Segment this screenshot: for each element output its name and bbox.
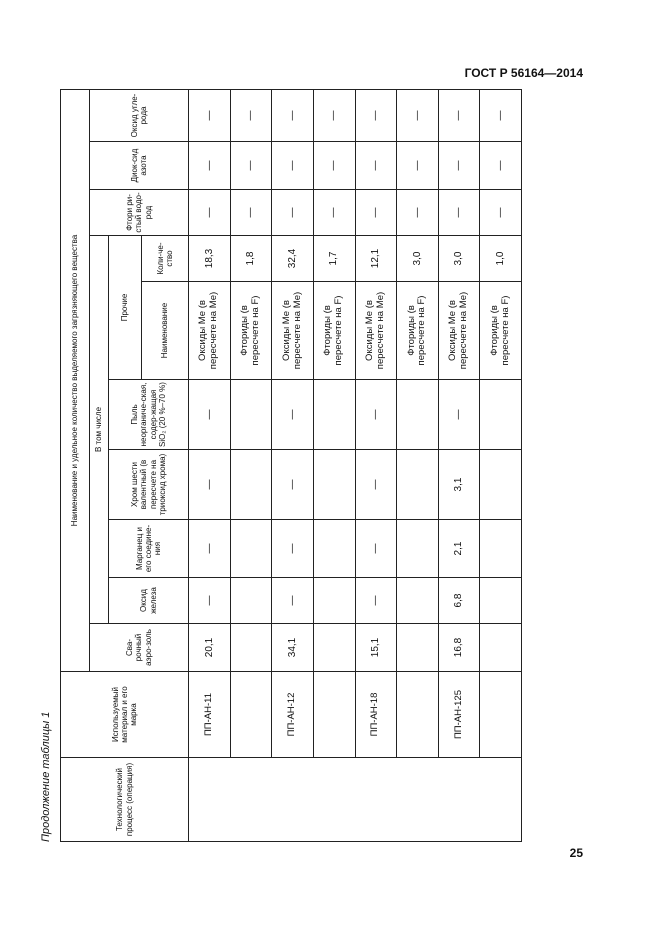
- no2-cell: —: [272, 142, 314, 190]
- mn-cell: —: [272, 520, 314, 578]
- other-qty-cell: 1,8: [230, 236, 272, 282]
- iron-cell: [313, 578, 355, 624]
- header-material: Используемый материал и его марка: [61, 672, 189, 758]
- hf-cell: —: [313, 190, 355, 236]
- dust-cell: [480, 380, 522, 450]
- header-other: Прочие: [109, 236, 142, 380]
- iron-cell: [230, 578, 272, 624]
- mn-cell: 2,1: [438, 520, 480, 578]
- hf-cell: —: [230, 190, 272, 236]
- header-aerosol: Сва-рочный аэро-золь: [90, 624, 189, 672]
- no2-cell: —: [355, 142, 397, 190]
- table-row: [313, 89, 355, 841]
- other-name-cell: Фториды (в пересчете на F): [397, 282, 439, 380]
- header-hf: Фтори ри-стый водо-род: [90, 190, 189, 236]
- header-chromium: Хром шести валентный (в пересчете на триоксид хрома): [109, 450, 189, 520]
- hf-cell: —: [397, 190, 439, 236]
- cr-cell: —: [272, 450, 314, 520]
- mn-cell: [397, 520, 439, 578]
- aerosol-cell: 20,1: [189, 624, 231, 672]
- co-cell: —: [397, 89, 439, 141]
- co-cell: —: [189, 89, 231, 141]
- co-cell: —: [438, 89, 480, 141]
- header-pollutants-group: Наименование и удельное количество выделяемого загрязняющего вещества: [61, 89, 90, 671]
- other-qty-cell: 1,0: [480, 236, 522, 282]
- emissions-table: [60, 89, 522, 842]
- material-cell: [313, 672, 355, 758]
- mn-cell: —: [189, 520, 231, 578]
- aerosol-cell: [480, 624, 522, 672]
- dust-cell: [397, 380, 439, 450]
- no2-cell: —: [480, 142, 522, 190]
- iron-cell: —: [189, 578, 231, 624]
- page-number: 25: [569, 846, 583, 860]
- table-row: [272, 89, 314, 841]
- material-cell: [397, 672, 439, 758]
- mn-cell: [313, 520, 355, 578]
- table-region: [40, 90, 522, 842]
- table-row: [480, 89, 522, 841]
- table-row: [355, 89, 397, 841]
- no2-cell: —: [313, 142, 355, 190]
- iron-cell: [397, 578, 439, 624]
- other-qty-cell: 3,0: [438, 236, 480, 282]
- aerosol-cell: [397, 624, 439, 672]
- mn-cell: [230, 520, 272, 578]
- header-other-qty: Коли-че-ство: [142, 236, 189, 282]
- cr-cell: [313, 450, 355, 520]
- other-name-cell: Оксиды Ме (в пересчете на Ме): [355, 282, 397, 380]
- other-name-cell: Фториды (в пересчете на F): [313, 282, 355, 380]
- aerosol-cell: [230, 624, 272, 672]
- aerosol-cell: 15,1: [355, 624, 397, 672]
- header-other-name: Наименование: [142, 282, 189, 380]
- other-name-cell: Оксиды Ме (в пересчете на Ме): [438, 282, 480, 380]
- document-standard-code: ГОСТ Р 56164—2014: [464, 66, 583, 80]
- material-cell: ПП-АН-12: [272, 672, 314, 758]
- hf-cell: —: [438, 190, 480, 236]
- material-cell: ПП-АН-18: [355, 672, 397, 758]
- header-manganese: Марганец и его соедине-ния: [109, 520, 189, 578]
- co-cell: —: [355, 89, 397, 141]
- co-cell: —: [313, 89, 355, 141]
- table-caption: Продолжение таблицы 1: [40, 711, 52, 842]
- other-qty-cell: 1,7: [313, 236, 355, 282]
- aerosol-cell: [313, 624, 355, 672]
- header-no2: Диок-сид азота: [90, 142, 189, 190]
- other-name-cell: Оксиды Ме (в пересчете на Ме): [272, 282, 314, 380]
- co-cell: —: [230, 89, 272, 141]
- hf-cell: —: [480, 190, 522, 236]
- hf-cell: —: [189, 190, 231, 236]
- table-row: [189, 89, 231, 841]
- iron-cell: 6,8: [438, 578, 480, 624]
- header-iron-oxide: Оксид железа: [109, 578, 189, 624]
- hf-cell: —: [355, 190, 397, 236]
- cr-cell: —: [355, 450, 397, 520]
- no2-cell: —: [189, 142, 231, 190]
- other-name-cell: Оксиды Ме (в пересчете на Ме): [189, 282, 231, 380]
- no2-cell: —: [438, 142, 480, 190]
- cr-cell: —: [189, 450, 231, 520]
- header-dust: Пыль неорганиче-ская, содер-жащая SiO₂ (20 %–70 %): [109, 380, 189, 450]
- co-cell: —: [272, 89, 314, 141]
- table-row: [397, 89, 439, 841]
- dust-cell: —: [189, 380, 231, 450]
- other-qty-cell: 3,0: [397, 236, 439, 282]
- iron-cell: —: [272, 578, 314, 624]
- cr-cell: [397, 450, 439, 520]
- header-process: Технологический процесс (операция): [61, 758, 189, 842]
- aerosol-cell: 34,1: [272, 624, 314, 672]
- co-cell: —: [480, 89, 522, 141]
- dust-cell: —: [355, 380, 397, 450]
- other-qty-cell: 32,4: [272, 236, 314, 282]
- hf-cell: —: [272, 190, 314, 236]
- rotated-table-container: [40, 90, 522, 842]
- other-name-cell: Фториды (в пересчете на F): [230, 282, 272, 380]
- iron-cell: [480, 578, 522, 624]
- header-co: Оксид угле-рода: [90, 89, 189, 141]
- other-qty-cell: 18,3: [189, 236, 231, 282]
- material-cell: ПП-АН-125: [438, 672, 480, 758]
- cr-cell: [230, 450, 272, 520]
- no2-cell: —: [230, 142, 272, 190]
- iron-cell: —: [355, 578, 397, 624]
- other-qty-cell: 12,1: [355, 236, 397, 282]
- process-cell: [189, 758, 522, 842]
- cr-cell: [480, 450, 522, 520]
- mn-cell: [480, 520, 522, 578]
- table-row: [230, 89, 272, 841]
- other-name-cell: Фториды (в пересчете на F): [480, 282, 522, 380]
- no2-cell: —: [397, 142, 439, 190]
- mn-cell: —: [355, 520, 397, 578]
- material-cell: [230, 672, 272, 758]
- aerosol-cell: 16,8: [438, 624, 480, 672]
- dust-cell: —: [438, 380, 480, 450]
- dust-cell: [230, 380, 272, 450]
- dust-cell: —: [272, 380, 314, 450]
- table-row: [438, 89, 480, 841]
- dust-cell: [313, 380, 355, 450]
- material-cell: [480, 672, 522, 758]
- header-including: В том числе: [90, 236, 109, 624]
- material-cell: ПП-АН-11: [189, 672, 231, 758]
- cr-cell: 3,1: [438, 450, 480, 520]
